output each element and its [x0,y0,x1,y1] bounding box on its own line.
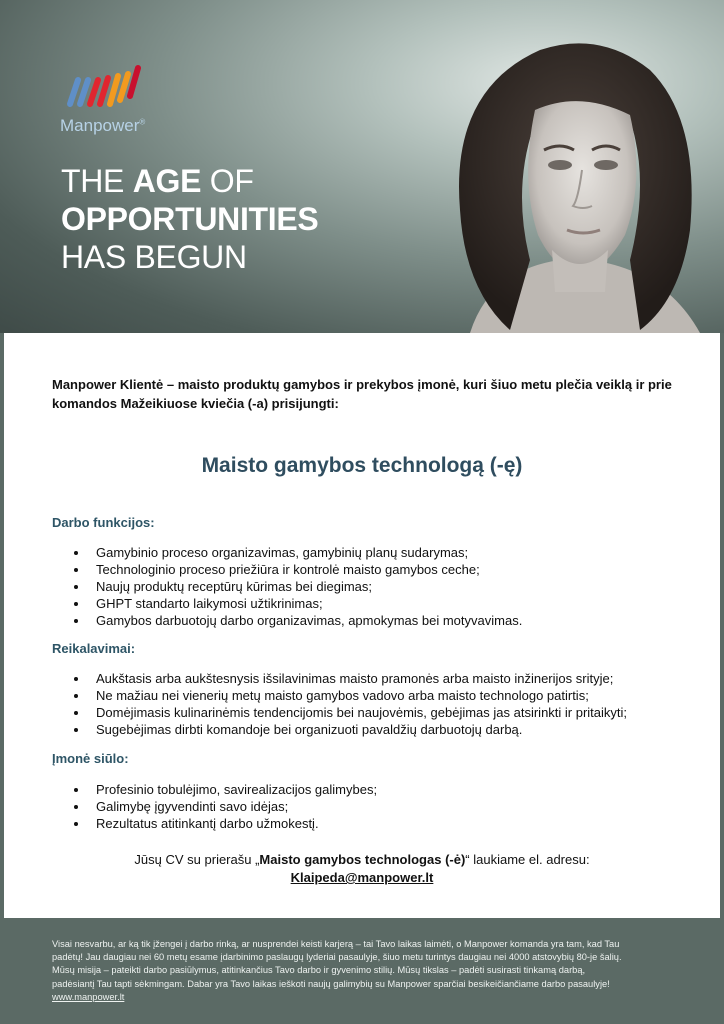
hero-banner [0,0,724,333]
list-item: Profesinio tobulėjimo, savirealizacijos galimybes; [52,781,377,798]
list-item: Naujų produktų receptūrų kūrimas bei diegimas; [52,578,522,595]
offers-list [52,781,377,832]
list-item: Sugebėjimas dirbti komandoje bei organizuoti pavaldžių darbuotojų darbą. [52,721,627,738]
footer-line: Mūsų misija – pateikti darbo pasiūlymus, atitinkančius Tavo darbo ir gyvenimo stilių. Mūsų tikslas – padėti susirasti tinkamą darbą, [52,965,586,976]
list-item: Ne mažiau nei vienerių metų maisto gamybos vadovo arba maisto technologo patirtis; [52,687,627,704]
section-title-offers: Įmonė siūlo: [52,751,129,766]
application-instructions: Jūsų CV su prierašu „Maisto gamybos technologas (-ė)“ laukiame el. adresu: Klaipeda@manpower.lt [134,852,590,885]
footer-line: Visai nesvarbu, ar ką tik įžengei į darbo rinką, ar nusprendei keisti karjerą – tai Tavo laikas laimėti, o Manpower komanda yra tam, kad Tau [52,939,620,949]
functions-list [52,544,522,629]
list-item: Rezultatus atitinkantį darbo užmokestį. [52,815,377,832]
list-item: GHPT standarto laikymosi užtikrinimas; [52,595,522,612]
intro-text: Manpower Klientė – maisto produktų gamybos ir prekybos įmonė, kuri šiuo metu plečia veiklą ir prie komandos Mažeikiuose kviečia (-a) prisijungti: [52,377,672,411]
email-link[interactable]: Klaipeda@manpower.lt [290,870,434,885]
list-item: Aukštasis arba aukštesnysis išsilavinimas maisto pramonės arba maisto inžinerijos srityje; [52,670,627,687]
list-item: Gamybos darbuotojų darbo organizavimas, apmokymas bei motyvavimas. [52,612,522,629]
headline-line-3: HAS BEGUN [61,239,247,275]
manpower-logo-icon [60,60,150,110]
banner-headline [61,162,318,276]
headline-line-1: THE AGE OF [61,163,254,199]
footer-line: padėtų! Jau daugiau nei 60 metų esame įdarbinimo paslaugų lyderiai pasaulyje, šiuo metu turintys daugiau nei 4000 atstovybių 80-je šalių. [52,952,622,963]
section-title-requirements: Reikalavimai: [52,641,136,656]
section-title-functions: Darbo funkcijos: [52,515,155,530]
requirements-list [52,670,627,738]
footer-line: padėsiantį Tau tapti sėkmingam. Dabar yra Tavo laikas ieškoti naujų galimybių su Manpower sparčiai besikeičiančiame darbo pasaulyje! [52,978,610,989]
job-ad-card [4,333,720,918]
list-item: Galimybę įgyvendinti savo idėjas; [52,798,377,815]
list-item: Domėjimasis kulinarinėmis tendencijomis bei naujovėmis, gebėjimas jas atsirinkti ir pritaikyti; [52,704,627,721]
woman-portrait-image [430,30,724,333]
brand-name: Manpower® [60,116,146,135]
list-item: Technologinio proceso priežiūra ir kontrolė maisto gamybos ceche; [52,561,522,578]
website-link[interactable]: www.manpower.lt [52,991,125,1002]
list-item: Gamybinio proceso organizavimas, gamybinių planų sudarymas; [52,544,522,561]
footer-text [52,938,682,1004]
headline-line-2: OPPORTUNITIES [61,201,319,237]
job-title: Maisto gamybos technologą (-ę) [201,454,523,477]
